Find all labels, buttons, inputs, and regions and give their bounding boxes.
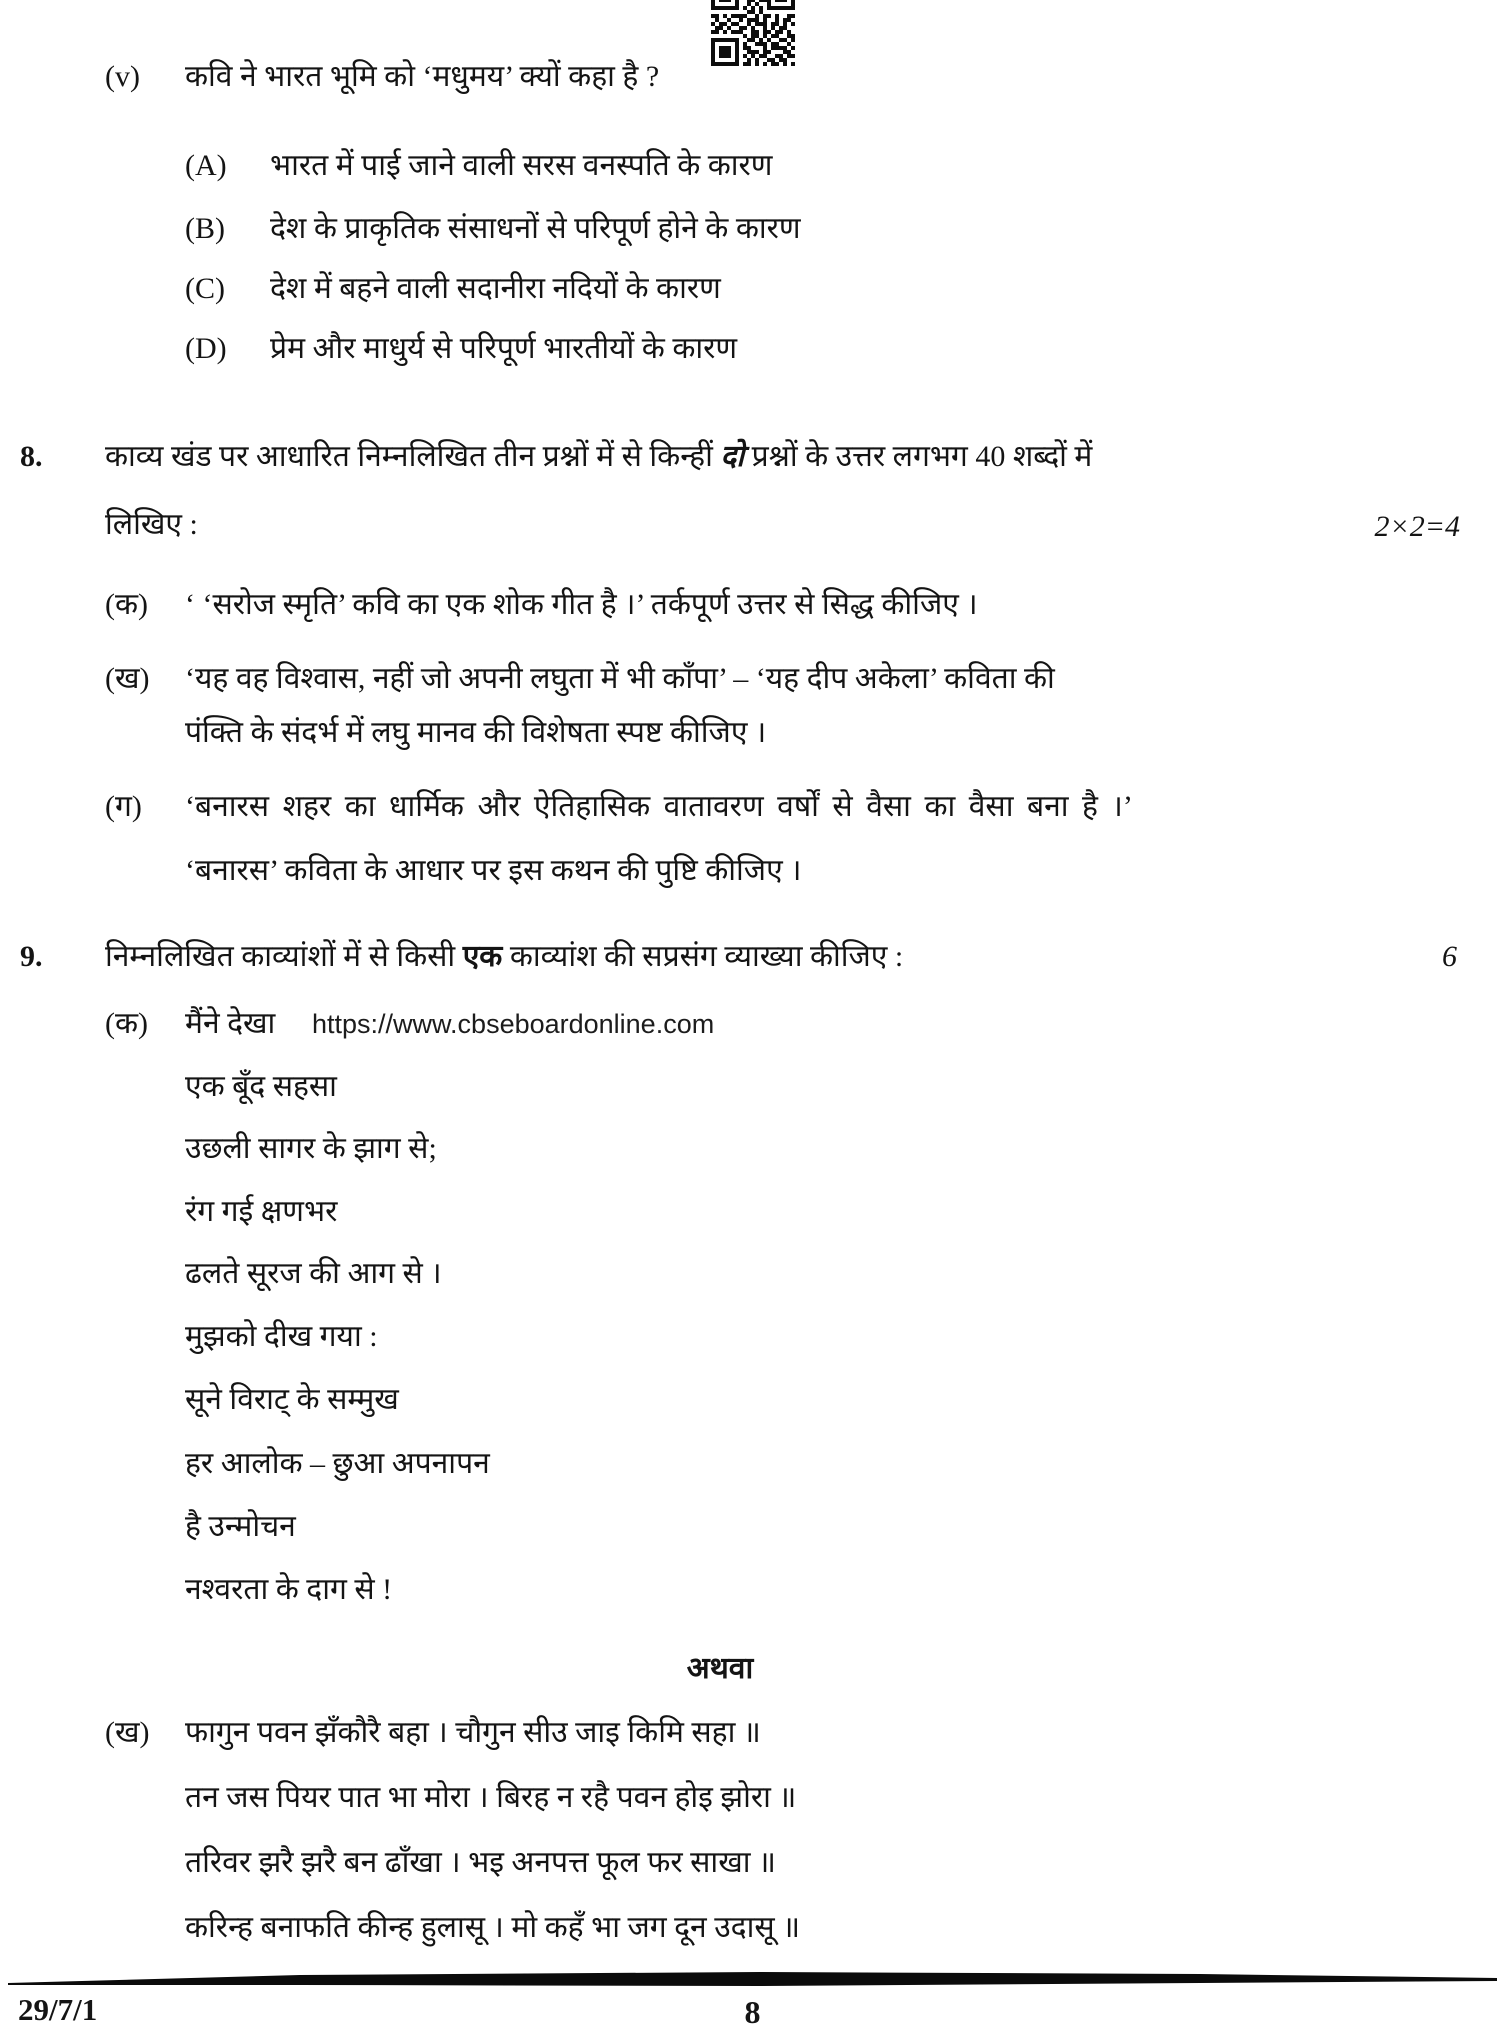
option-a-text: भारत में पाई जाने वाली सरस वनस्पति के कारण bbox=[270, 149, 773, 182]
question-9-marks: 6 bbox=[1442, 940, 1457, 973]
q8-part-ga-label: (ग) bbox=[105, 790, 142, 823]
question-8-text-line2: लिखिए : bbox=[105, 508, 198, 541]
poem-line: ढलते सूरज की आग से । bbox=[185, 1257, 442, 1290]
option-c-label: (C) bbox=[185, 272, 225, 305]
q8-text-pre: काव्य खंड पर आधारित निम्नलिखित तीन प्रश्नों में से किन्हीं bbox=[105, 440, 721, 473]
qr-code bbox=[711, 0, 795, 67]
question-8-text bbox=[105, 438, 1092, 476]
q9-part-ka-first-line: मैंने देखा bbox=[185, 1007, 276, 1040]
q8-part-ga-line1: ‘बनारस शहर का धार्मिक और ऐतिहासिक वातावरण वर्षों से वैसा का वैसा बना है ।’ bbox=[185, 790, 1133, 823]
poem-line: नश्वरता के दाग से ! bbox=[185, 1573, 393, 1606]
poem-line: हर आलोक – छुआ अपनापन bbox=[185, 1447, 490, 1480]
footer-rule bbox=[0, 1963, 1505, 1995]
poem-line: उछली सागर के झाग से; bbox=[185, 1132, 437, 1165]
q9-part-kha-label: (ख) bbox=[105, 1716, 150, 1749]
q8-part-ga-line2: ‘बनारस’ कविता के आधार पर इस कथन की पुष्टि कीजिए । bbox=[185, 854, 802, 887]
option-b-label: (B) bbox=[185, 212, 225, 245]
page-number: 8 bbox=[744, 1994, 761, 2030]
q9-text-bold: एक bbox=[462, 940, 503, 973]
mcq-option-v-label: (v) bbox=[105, 60, 140, 93]
question-9-text bbox=[105, 938, 903, 976]
poem-line: एक बूँद सहसा bbox=[185, 1070, 337, 1103]
option-b-text: देश के प्राकृतिक संसाधनों से परिपूर्ण होने के कारण bbox=[270, 212, 801, 245]
q9-text-pre: निम्नलिखित काव्यांशों में से किसी bbox=[105, 940, 463, 973]
q8-text-post: प्रश्नों के उत्तर लगभग 40 शब्दों में bbox=[744, 440, 1093, 473]
question-8-number: 8. bbox=[20, 440, 43, 473]
poem-line: सूने विराट् के सम्मुख bbox=[185, 1383, 399, 1416]
question-8-marks: 2×2=4 bbox=[1374, 510, 1460, 543]
q8-part-kha-line1: ‘यह वह विश्वास, नहीं जो अपनी लघुता में भी काँपा’ – ‘यह दीप अकेला’ कविता की bbox=[185, 662, 1055, 695]
poem-line: मुझको दीख गया : bbox=[185, 1320, 378, 1353]
q8-part-kha-label: (ख) bbox=[105, 662, 150, 695]
or-separator: अथवा bbox=[686, 1652, 754, 1685]
q8-text-bold: दो bbox=[720, 440, 745, 473]
poem-line: है उन्मोचन bbox=[185, 1510, 296, 1543]
paper-code: 29/7/1 bbox=[18, 1992, 98, 2027]
q9-text-post: काव्यांश की सप्रसंग व्याख्या कीजिए : bbox=[502, 940, 904, 973]
poem-line: रंग गई क्षणभर bbox=[185, 1195, 338, 1228]
option-d-label: (D) bbox=[185, 332, 227, 365]
poem-line: करिन्ह बनाफति कीन्ह हुलासू । मो कहँ भा जग दून उदासू ॥ bbox=[185, 1911, 801, 1944]
poem-line: तन जस पियर पात भा मोरा । बिरह न रहै पवन होइ झोरा ॥ bbox=[185, 1781, 797, 1814]
q8-part-ka-text: ‘ ‘सरोज स्मृति’ कवि का एक शोक गीत है ।’ तर्कपूर्ण उत्तर से सिद्ध कीजिए । bbox=[185, 588, 978, 621]
poem-line: तरिवर झरै झरै बन ढाँखा । भइ अनपत्त फूल फर साखा ॥ bbox=[185, 1846, 776, 1879]
option-d-text: प्रेम और माधुर्य से परिपूर्ण भारतीयों के कारण bbox=[270, 332, 738, 365]
option-c-text: देश में बहने वाली सदानीरा नदियों के कारण bbox=[270, 272, 721, 305]
q8-part-kha-line2: पंक्ति के संदर्भ में लघु मानव की विशेषता स्पष्ट कीजिए । bbox=[185, 716, 767, 749]
q9-part-ka-label: (क) bbox=[105, 1007, 149, 1040]
watermark-url: https://www.cbseboardonline.com bbox=[312, 1009, 715, 1039]
q8-part-ka-label: (क) bbox=[105, 588, 149, 621]
mcq-question-text: कवि ने भारत भूमि को ‘मधुमय’ क्यों कहा है ? bbox=[185, 60, 660, 93]
question-9-number: 9. bbox=[20, 940, 43, 973]
poem-line: फागुन पवन झँकौरै बहा । चौगुन सीउ जाइ किमि सहा ॥ bbox=[185, 1716, 761, 1749]
option-a-label: (A) bbox=[185, 149, 227, 182]
